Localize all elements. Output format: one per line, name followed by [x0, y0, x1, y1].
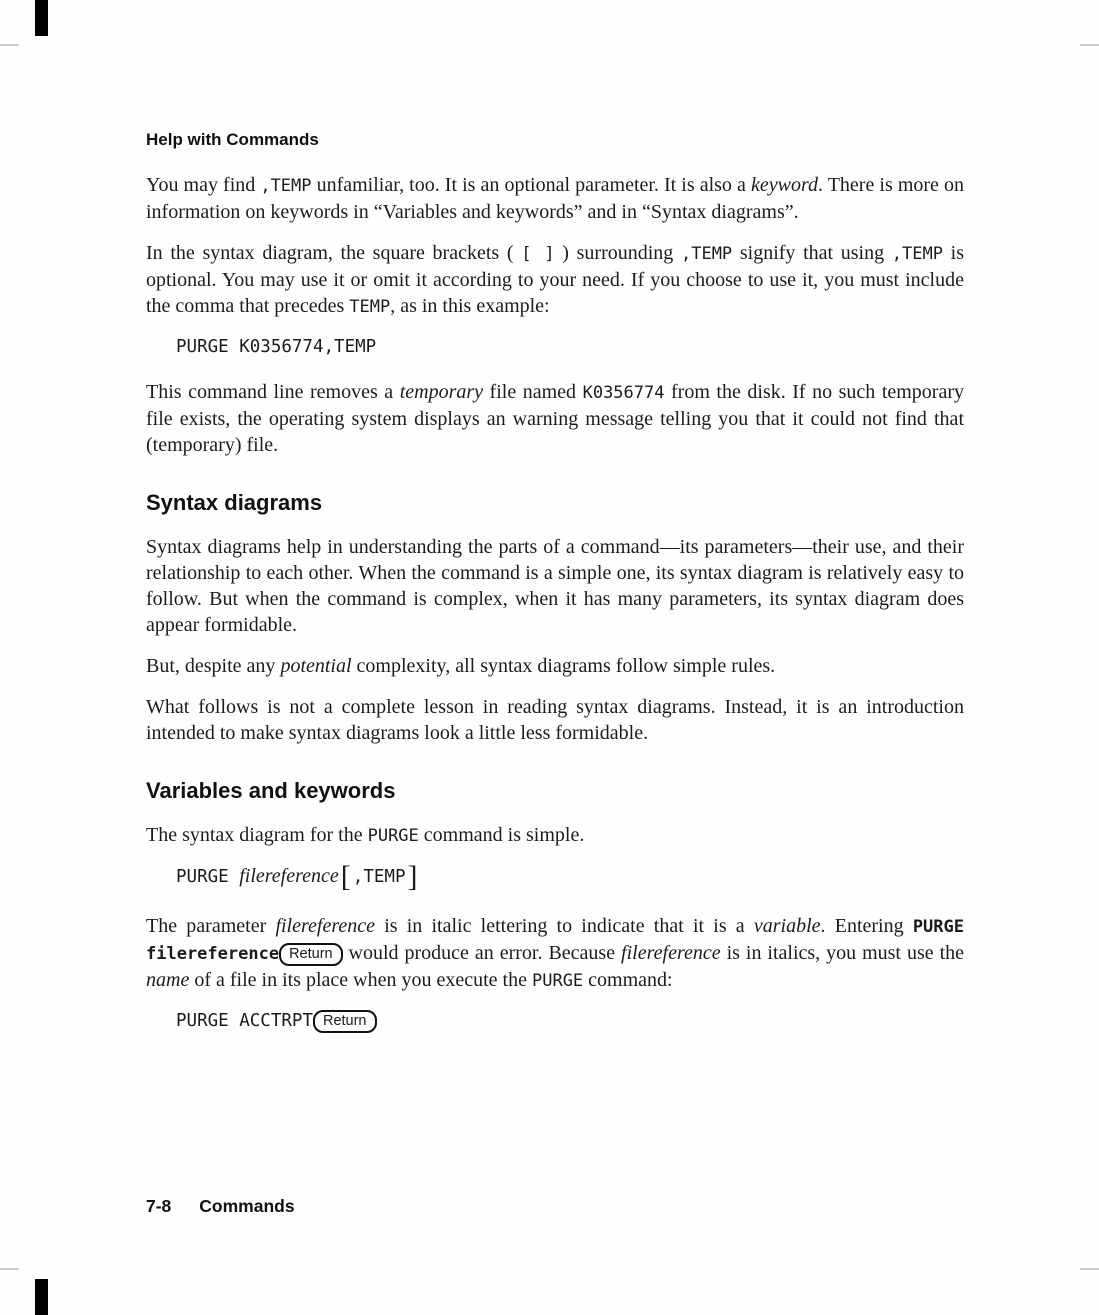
text-run: is optional. You may use it or omit it according to your need. If you choose to use it, you must include the comma that precedes	[146, 242, 965, 317]
inline-code: PURGE filereference	[146, 917, 964, 964]
code-line	[146, 1009, 964, 1033]
crop-tick-bottom-right	[1080, 1268, 1099, 1270]
registration-mark-bottom	[35, 1279, 48, 1315]
inline-code: PURGE K0356774,TEMP	[176, 337, 377, 357]
italic-term: filereference	[239, 865, 339, 887]
paragraph	[146, 172, 964, 225]
text-run: signify that using	[732, 242, 892, 264]
text-run: This command line removes a	[146, 381, 400, 403]
paragraph	[146, 694, 964, 746]
italic-term: name	[146, 969, 190, 991]
inline-code: ,TEMP	[891, 244, 943, 264]
text-run: , as in this example:	[390, 295, 550, 317]
crop-tick-top-left	[0, 44, 19, 46]
text-run: complexity, all syntax diagrams follow simple rules.	[351, 655, 776, 677]
text-run: But, despite any	[146, 655, 281, 677]
paragraph	[146, 822, 964, 849]
inline-code: ,TEMP	[352, 867, 406, 887]
inline-code: PURGE	[367, 826, 419, 846]
text-run: is in italics, you must use the	[720, 942, 964, 964]
text-run: ) surrounding	[554, 242, 681, 264]
italic-term: keyword	[750, 174, 818, 196]
bracket-glyph: [	[340, 860, 351, 893]
text-run: . There is more on information on keywords in “Variables and keywords” and in “Syntax diagrams”.	[146, 174, 964, 223]
page-footer	[146, 1196, 295, 1217]
inline-code: TEMP	[349, 297, 391, 317]
section-heading	[146, 490, 964, 516]
text-run: What follows is not a complete lesson in reading syntax diagrams. Instead, it is an introduction intended to make syntax diagrams look a little less formidable.	[146, 696, 964, 744]
text-run: Variables and keywords	[146, 778, 396, 803]
text-run: command:	[583, 969, 673, 991]
text-run: from the disk. If no such temporary file exists, the operating system displays an warning message telling you that it could not find that (temporary) file.	[146, 381, 965, 456]
paragraph	[146, 379, 964, 458]
text-run: Syntax diagrams help in understanding the parts of a command—its parameters—their use, and their relationship to each other. When the command is a simple one, its syntax diagram is relatively easy to follow. But when the command is complex, when it has many parameters, its syntax diagram does appear formidable.	[146, 536, 964, 636]
syntax-line	[146, 860, 964, 893]
crop-tick-top-right	[1080, 44, 1099, 46]
paragraph	[146, 240, 964, 320]
code-line	[146, 335, 964, 359]
paragraph	[146, 913, 964, 994]
return-key-cap: Return	[313, 1010, 377, 1033]
italic-term: potential	[280, 655, 352, 677]
inline-code: K0356774	[582, 383, 665, 403]
document-content	[146, 130, 964, 1053]
inline-code: PURGE	[176, 867, 240, 887]
paragraph	[146, 653, 964, 679]
inline-code: [ ]	[521, 244, 555, 264]
inline-code: PURGE ACCTRPT	[176, 1011, 313, 1031]
text-run: The syntax diagram for the	[146, 824, 368, 846]
footer-section-label: Commands	[199, 1196, 295, 1216]
text-run: Syntax diagrams	[146, 490, 323, 515]
footer-page-number: 7-8	[146, 1196, 172, 1216]
section-heading	[146, 778, 964, 804]
italic-term: filereference	[621, 942, 721, 964]
text-run: In the syntax diagram, the square brackets (	[146, 242, 522, 264]
paragraph	[146, 534, 964, 638]
text-run: is in italic lettering to indicate that it is a	[375, 915, 754, 937]
text-run: unfamiliar, too. It is an optional parameter. It is also a	[311, 174, 751, 196]
text-run: of a file in its place when you execute the	[189, 969, 532, 991]
text-run: You may find	[146, 174, 261, 196]
return-key-cap: Return	[279, 943, 343, 966]
text-run: The parameter	[146, 915, 276, 937]
crop-tick-bottom-left	[0, 1268, 19, 1270]
italic-term: filereference	[275, 915, 376, 937]
inline-code: ,TEMP	[260, 176, 312, 196]
italic-term: temporary	[399, 381, 484, 403]
registration-mark-top	[35, 0, 48, 36]
inline-code: ,TEMP	[680, 244, 733, 264]
bracket-glyph: ]	[407, 860, 418, 893]
text-run: file named	[483, 381, 583, 403]
italic-term: variable	[753, 915, 821, 937]
inline-code: PURGE	[531, 971, 584, 991]
text-run: . Entering	[820, 915, 913, 937]
running-header: Help with Commands	[146, 130, 319, 149]
text-run: would produce an error. Because	[342, 942, 622, 964]
text-run: command is simple.	[418, 824, 585, 846]
